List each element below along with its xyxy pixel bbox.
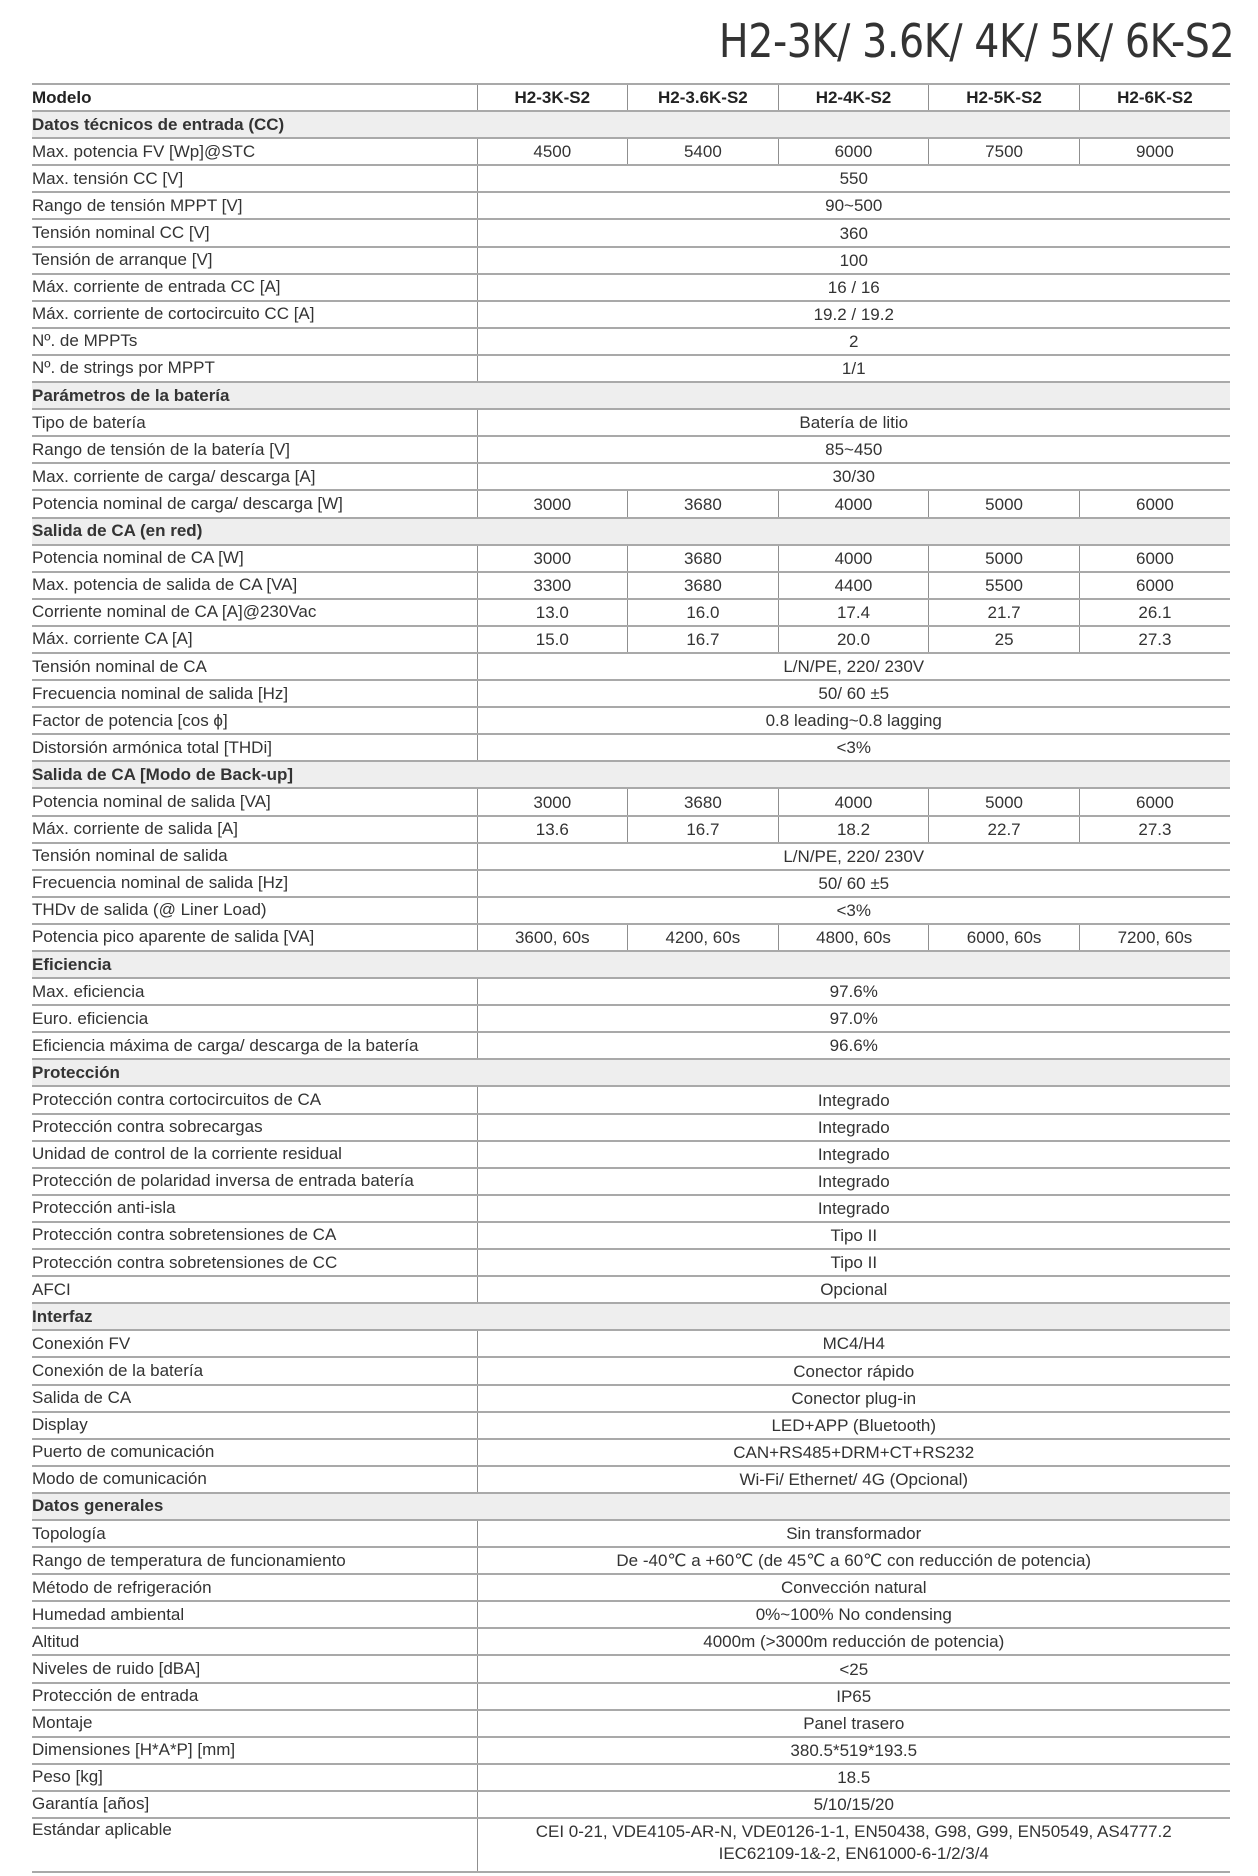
section-title: Datos generales: [32, 1493, 1230, 1520]
spec-row: [32, 599, 1230, 626]
section-header-row: [32, 1493, 1230, 1520]
spec-row: [32, 978, 1230, 1005]
spec-row: [32, 490, 1230, 517]
spec-value: 3680: [628, 572, 779, 599]
spec-label: Puerto de comunicación: [32, 1439, 477, 1466]
spec-row: [32, 1601, 1230, 1628]
spec-value: 6000: [1079, 490, 1230, 517]
spec-label: THDv de salida (@ Liner Load): [32, 897, 477, 924]
section-title: Salida de CA [Modo de Back-up]: [32, 761, 1230, 788]
section-header-row: [32, 951, 1230, 978]
spec-label: Max. potencia de salida de CA [VA]: [32, 572, 477, 599]
spec-row: [32, 1628, 1230, 1655]
spec-value: 550: [477, 165, 1230, 192]
spec-row: [32, 463, 1230, 490]
spec-value: Integrado: [477, 1114, 1230, 1141]
spec-value: 6000: [1079, 788, 1230, 815]
spec-value: L/N/PE, 220/ 230V: [477, 843, 1230, 870]
section-title: Parámetros de la batería: [32, 382, 1230, 409]
spec-value: 360: [477, 219, 1230, 246]
spec-value: 18.5: [477, 1764, 1230, 1791]
spec-value: 13.0: [477, 599, 628, 626]
spec-value: 27.3: [1079, 626, 1230, 653]
spec-row: [32, 1412, 1230, 1439]
spec-label: Garantía [años]: [32, 1791, 477, 1818]
spec-value: 25: [929, 626, 1080, 653]
spec-value: Panel trasero: [477, 1710, 1230, 1737]
spec-value: 7500: [929, 138, 1080, 165]
spec-label: Max. eficiencia: [32, 978, 477, 1005]
section-title: Protección: [32, 1059, 1230, 1086]
spec-row: [32, 1655, 1230, 1682]
spec-value: 3300: [477, 572, 628, 599]
section-header-row: [32, 1303, 1230, 1330]
spec-row: [32, 1330, 1230, 1357]
spec-label: Protección contra cortocircuitos de CA: [32, 1086, 477, 1113]
spec-label: Máx. corriente CA [A]: [32, 626, 477, 653]
spec-row: [32, 1385, 1230, 1412]
spec-row: [32, 924, 1230, 951]
spec-value: 6000: [778, 138, 929, 165]
spec-row: [32, 1249, 1230, 1276]
spec-value: 4000: [778, 545, 929, 572]
page-title: H2-3K/ 3.6K/ 4K/ 5K/ 6K-S2: [718, 14, 1234, 68]
spec-label: Max. tensión CC [V]: [32, 165, 477, 192]
spec-value: L/N/PE, 220/ 230V: [477, 653, 1230, 680]
spec-row: [32, 1086, 1230, 1113]
spec-value: 5400: [628, 138, 779, 165]
spec-value: 85~450: [477, 436, 1230, 463]
spec-value: [477, 1818, 1230, 1872]
spec-row: [32, 1547, 1230, 1574]
spec-value: 17.4: [778, 599, 929, 626]
spec-value: 6000: [1079, 545, 1230, 572]
spec-row: [32, 165, 1230, 192]
spec-row: [32, 1466, 1230, 1493]
spec-value: 16.0: [628, 599, 779, 626]
spec-row: [32, 572, 1230, 599]
spec-label: Niveles de ruido [dBA]: [32, 1655, 477, 1682]
section-title: Eficiencia: [32, 951, 1230, 978]
spec-label: AFCI: [32, 1276, 477, 1303]
spec-value: 3000: [477, 788, 628, 815]
spec-value: 16 / 16: [477, 274, 1230, 301]
spec-row: [32, 1439, 1230, 1466]
spec-label: Método de refrigeración: [32, 1574, 477, 1601]
spec-value-line: IEC62109-1&-2, EN61000-6-1/2/3/4: [718, 1844, 989, 1863]
spec-label: Potencia nominal de CA [W]: [32, 545, 477, 572]
spec-label: Rango de temperatura de funcionamiento: [32, 1547, 477, 1574]
spec-table: [32, 83, 1230, 1873]
spec-value: 4200, 60s: [628, 924, 779, 951]
spec-value: 3600, 60s: [477, 924, 628, 951]
spec-row: [32, 816, 1230, 843]
spec-label: Estándar aplicable: [32, 1818, 477, 1872]
spec-row: [32, 788, 1230, 815]
spec-value: 3680: [628, 788, 779, 815]
spec-row: [32, 1737, 1230, 1764]
spec-value: 13.6: [477, 816, 628, 843]
spec-row: [32, 1032, 1230, 1059]
spec-row: [32, 626, 1230, 653]
model-column-header: H2-6K-S2: [1079, 84, 1230, 111]
spec-label: Rango de tensión de la batería [V]: [32, 436, 477, 463]
spec-label: Max. corriente de carga/ descarga [A]: [32, 463, 477, 490]
spec-value: 3680: [628, 490, 779, 517]
spec-label: Max. potencia FV [Wp]@STC: [32, 138, 477, 165]
spec-label: Montaje: [32, 1710, 477, 1737]
spec-label: Euro. eficiencia: [32, 1005, 477, 1032]
spec-value: 15.0: [477, 626, 628, 653]
spec-label: Factor de potencia [cos ϕ]: [32, 707, 477, 734]
spec-label: Altitud: [32, 1628, 477, 1655]
spec-label: Salida de CA: [32, 1385, 477, 1412]
spec-row: [32, 409, 1230, 436]
spec-value: 4400: [778, 572, 929, 599]
spec-value: 0.8 leading~0.8 lagging: [477, 707, 1230, 734]
spec-value: LED+APP (Bluetooth): [477, 1412, 1230, 1439]
spec-label: Máx. corriente de entrada CC [A]: [32, 274, 477, 301]
spec-value: 96.6%: [477, 1032, 1230, 1059]
spec-value: Sin transformador: [477, 1520, 1230, 1547]
spec-row: [32, 192, 1230, 219]
spec-value: Wi-Fi/ Ethernet/ 4G (Opcional): [477, 1466, 1230, 1493]
spec-row: [32, 1683, 1230, 1710]
spec-value: 4000m (>3000m reducción de potencia): [477, 1628, 1230, 1655]
header-row: [32, 84, 1230, 111]
spec-value: Convección natural: [477, 1574, 1230, 1601]
spec-label: Protección contra sobretensiones de CC: [32, 1249, 477, 1276]
spec-label: Nº. de strings por MPPT: [32, 355, 477, 382]
spec-row: [32, 328, 1230, 355]
spec-row: [32, 707, 1230, 734]
spec-row: [32, 1114, 1230, 1141]
spec-value: 4000: [778, 788, 929, 815]
section-header-row: [32, 111, 1230, 138]
spec-label: Dimensiones [H*A*P] [mm]: [32, 1737, 477, 1764]
spec-row: [32, 680, 1230, 707]
spec-label: Conexión de la batería: [32, 1357, 477, 1384]
spec-row: [32, 1168, 1230, 1195]
spec-value: Conector rápido: [477, 1357, 1230, 1384]
spec-row: [32, 138, 1230, 165]
spec-row: [32, 653, 1230, 680]
spec-row: [32, 247, 1230, 274]
spec-row: [32, 897, 1230, 924]
spec-row: [32, 843, 1230, 870]
spec-value: <3%: [477, 734, 1230, 761]
spec-value: 97.6%: [477, 978, 1230, 1005]
spec-value: Integrado: [477, 1168, 1230, 1195]
spec-value: <3%: [477, 897, 1230, 924]
spec-label: Tensión de arranque [V]: [32, 247, 477, 274]
spec-label: Protección contra sobretensiones de CA: [32, 1222, 477, 1249]
spec-row: [32, 734, 1230, 761]
spec-value: 50/ 60 ±5: [477, 680, 1230, 707]
spec-value: 27.3: [1079, 816, 1230, 843]
spec-value: 16.7: [628, 626, 779, 653]
spec-row: [32, 1574, 1230, 1601]
spec-value: <25: [477, 1655, 1230, 1682]
spec-value: Tipo II: [477, 1249, 1230, 1276]
model-column-header: H2-3K-S2: [477, 84, 628, 111]
spec-label: Nº. de MPPTs: [32, 328, 477, 355]
spec-value-line: CEI 0-21, VDE4105-AR-N, VDE0126-1-1, EN50438, G98, G99, EN50549, AS4777.2: [535, 1822, 1172, 1841]
model-column-header: H2-4K-S2: [778, 84, 929, 111]
spec-label: Eficiencia máxima de carga/ descarga de la batería: [32, 1032, 477, 1059]
spec-value: 1/1: [477, 355, 1230, 382]
section-header-row: [32, 518, 1230, 545]
spec-row: [32, 1818, 1230, 1872]
spec-label: Potencia nominal de salida [VA]: [32, 788, 477, 815]
spec-label: Potencia nominal de carga/ descarga [W]: [32, 490, 477, 517]
spec-label: Frecuencia nominal de salida [Hz]: [32, 680, 477, 707]
spec-label: Tensión nominal de salida: [32, 843, 477, 870]
spec-value: MC4/H4: [477, 1330, 1230, 1357]
spec-row: [32, 1005, 1230, 1032]
spec-row: [32, 436, 1230, 463]
section-title: Interfaz: [32, 1303, 1230, 1330]
spec-value: De -40℃ a +60℃ (de 45℃ a 60℃ con reducción de potencia): [477, 1547, 1230, 1574]
spec-row: [32, 1276, 1230, 1303]
section-header-row: [32, 761, 1230, 788]
spec-label: Topología: [32, 1520, 477, 1547]
spec-label: Display: [32, 1412, 477, 1439]
spec-value: 90~500: [477, 192, 1230, 219]
spec-value: 2: [477, 328, 1230, 355]
spec-value: 22.7: [929, 816, 1080, 843]
spec-value: 21.7: [929, 599, 1080, 626]
spec-value: Tipo II: [477, 1222, 1230, 1249]
spec-row: [32, 545, 1230, 572]
spec-value: 6000, 60s: [929, 924, 1080, 951]
spec-value: 26.1: [1079, 599, 1230, 626]
spec-value: 100: [477, 247, 1230, 274]
spec-label: Humedad ambiental: [32, 1601, 477, 1628]
spec-value: Integrado: [477, 1086, 1230, 1113]
spec-label: Frecuencia nominal de salida [Hz]: [32, 870, 477, 897]
spec-value: Opcional: [477, 1276, 1230, 1303]
spec-label: Unidad de control de la corriente residual: [32, 1141, 477, 1168]
spec-value: 5000: [929, 545, 1080, 572]
spec-label: Potencia pico aparente de salida [VA]: [32, 924, 477, 951]
spec-value: 20.0: [778, 626, 929, 653]
spec-value: Conector plug-in: [477, 1385, 1230, 1412]
spec-value: 97.0%: [477, 1005, 1230, 1032]
spec-label: Corriente nominal de CA [A]@230Vac: [32, 599, 477, 626]
spec-value: 4500: [477, 138, 628, 165]
spec-label: Tensión nominal de CA: [32, 653, 477, 680]
spec-row: [32, 355, 1230, 382]
spec-value: Integrado: [477, 1141, 1230, 1168]
spec-label: Protección contra sobrecargas: [32, 1114, 477, 1141]
spec-row: [32, 1357, 1230, 1384]
spec-label: Peso [kg]: [32, 1764, 477, 1791]
spec-label: Conexión FV: [32, 1330, 477, 1357]
spec-label: Protección de polaridad inversa de entrada batería: [32, 1168, 477, 1195]
spec-label: Tensión nominal CC [V]: [32, 219, 477, 246]
spec-row: [32, 1791, 1230, 1818]
spec-value: 6000: [1079, 572, 1230, 599]
spec-row: [32, 274, 1230, 301]
spec-value: 30/30: [477, 463, 1230, 490]
spec-label: Máx. corriente de salida [A]: [32, 816, 477, 843]
section-title: Salida de CA (en red): [32, 518, 1230, 545]
spec-value: 4000: [778, 490, 929, 517]
spec-value: 16.7: [628, 816, 779, 843]
spec-label: Modo de comunicación: [32, 1466, 477, 1493]
section-header-row: [32, 1059, 1230, 1086]
spec-label: Distorsión armónica total [THDi]: [32, 734, 477, 761]
spec-value: IP65: [477, 1683, 1230, 1710]
spec-value: 9000: [1079, 138, 1230, 165]
spec-label: Protección anti-isla: [32, 1195, 477, 1222]
spec-value: 5000: [929, 788, 1080, 815]
spec-value: Integrado: [477, 1195, 1230, 1222]
spec-row: [32, 1222, 1230, 1249]
spec-value: 50/ 60 ±5: [477, 870, 1230, 897]
spec-value: CAN+RS485+DRM+CT+RS232: [477, 1439, 1230, 1466]
spec-row: [32, 870, 1230, 897]
spec-row: [32, 1520, 1230, 1547]
model-header-label: Modelo: [32, 84, 477, 111]
spec-value: 5500: [929, 572, 1080, 599]
model-column-header: H2-5K-S2: [929, 84, 1080, 111]
spec-value: 3680: [628, 545, 779, 572]
spec-value: Batería de litio: [477, 409, 1230, 436]
spec-value: 18.2: [778, 816, 929, 843]
spec-value: 3000: [477, 490, 628, 517]
spec-label: Máx. corriente de cortocircuito CC [A]: [32, 301, 477, 328]
spec-value: 5000: [929, 490, 1080, 517]
section-title: Datos técnicos de entrada (CC): [32, 111, 1230, 138]
spec-value: 380.5*519*193.5: [477, 1737, 1230, 1764]
spec-row: [32, 1141, 1230, 1168]
spec-row: [32, 1195, 1230, 1222]
spec-value: 0%~100% No condensing: [477, 1601, 1230, 1628]
section-header-row: [32, 382, 1230, 409]
spec-value: 5/10/15/20: [477, 1791, 1230, 1818]
spec-value: 7200, 60s: [1079, 924, 1230, 951]
spec-label: Rango de tensión MPPT [V]: [32, 192, 477, 219]
spec-value: 3000: [477, 545, 628, 572]
spec-row: [32, 301, 1230, 328]
spec-row: [32, 219, 1230, 246]
spec-row: [32, 1764, 1230, 1791]
spec-label: Tipo de batería: [32, 409, 477, 436]
model-column-header: H2-3.6K-S2: [628, 84, 779, 111]
spec-value: 4800, 60s: [778, 924, 929, 951]
spec-row: [32, 1710, 1230, 1737]
spec-value: 19.2 / 19.2: [477, 301, 1230, 328]
spec-label: Protección de entrada: [32, 1683, 477, 1710]
